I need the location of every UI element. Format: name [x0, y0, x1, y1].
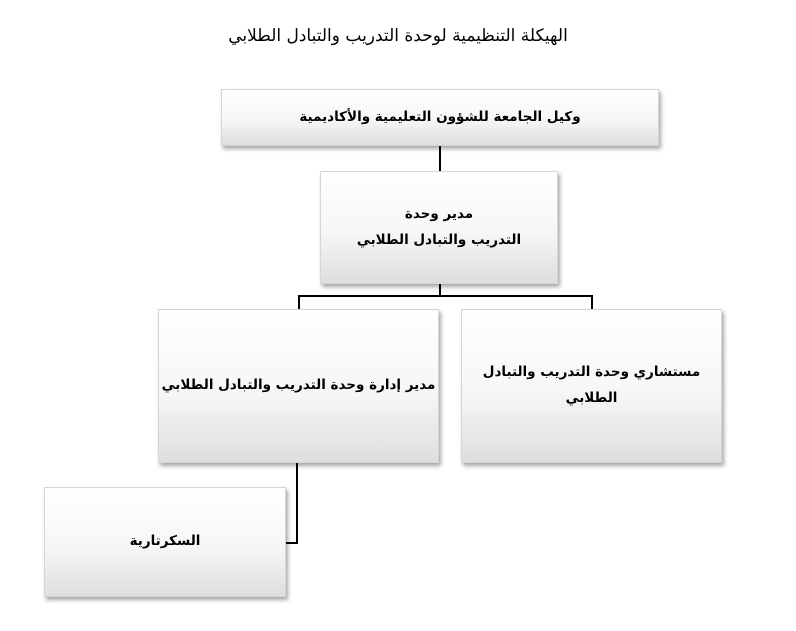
- node-unit-director-label-2: التدريب والتبادل الطلابي: [356, 231, 522, 248]
- node-secretary-label: السكرتارية: [129, 533, 201, 550]
- node-unit-director: [320, 171, 558, 284]
- node-vice-rector-label: وكيل الجامعة للشؤون التعليمية والأكاديمية: [299, 108, 581, 125]
- connector-management-down: [296, 463, 298, 544]
- node-secretary: [44, 487, 286, 597]
- node-management-director-label: مدير إدارة وحدة التدريب والتبادل الطلابي: [161, 377, 436, 394]
- node-unit-director-label-1: مدير وحدة: [404, 205, 474, 222]
- connector-vice-to-director: [439, 146, 441, 171]
- node-vice-rector: [221, 89, 659, 146]
- connector-horizontal-bar: [298, 295, 593, 297]
- node-consultant: [461, 309, 722, 463]
- node-management-director: [158, 309, 439, 463]
- connector-to-management: [298, 295, 300, 309]
- connector-to-consultant: [591, 295, 593, 309]
- node-consultant-label: مستشاري وحدة التدريب والتبادل الطلابي: [482, 364, 701, 406]
- chart-title: الهيكلة التنظيمية لوحدة التدريب والتبادل الطلابي: [228, 26, 568, 46]
- connector-to-secretary: [286, 542, 298, 544]
